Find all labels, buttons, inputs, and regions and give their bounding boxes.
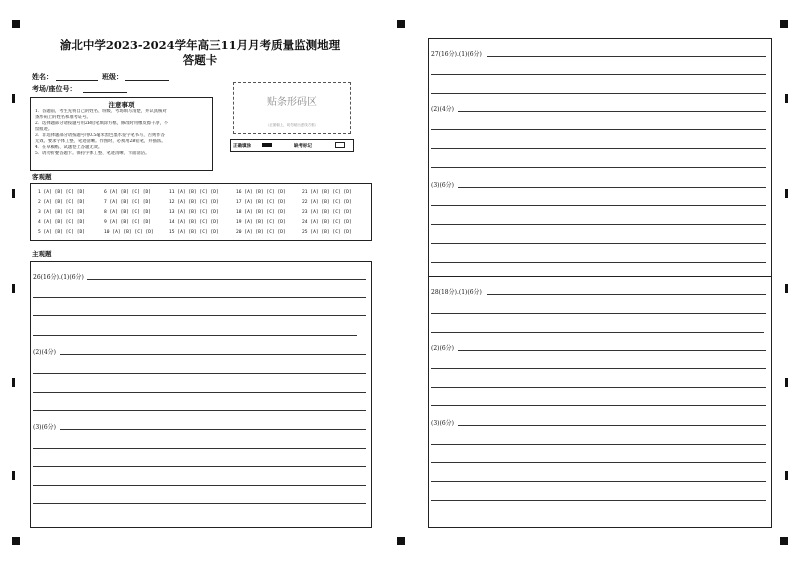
answer-line[interactable]	[33, 503, 366, 504]
answer-line[interactable]	[33, 392, 366, 393]
absent-mark-checkbox[interactable]	[335, 142, 345, 148]
room-seat-label: 考场/座位号：	[32, 84, 77, 93]
mc-question-23[interactable]: 23 [A] [B] [C] [D]	[302, 210, 352, 215]
timing-mark	[785, 471, 788, 480]
answer-line[interactable]	[33, 410, 366, 411]
answer-line[interactable]	[431, 224, 766, 225]
question-28-part-1-label: 28(18分).(1)(6分)	[431, 289, 482, 296]
answer-line[interactable]	[33, 373, 366, 374]
answer-line[interactable]	[431, 148, 766, 149]
notes-line: 留痕迹。	[35, 127, 53, 132]
notes-line: 条形码上的姓名和准考证号。	[35, 115, 91, 120]
timing-mark	[12, 471, 15, 480]
timing-mark	[785, 94, 788, 103]
answer-line[interactable]	[487, 56, 766, 57]
section-divider	[428, 276, 772, 277]
timing-mark	[12, 189, 15, 198]
answer-line[interactable]	[458, 425, 766, 426]
question-26-part-3-label: (3)(6分)	[33, 424, 56, 431]
timing-mark	[785, 378, 788, 387]
registration-mark	[12, 20, 20, 28]
mc-question-6[interactable]: 6 [A] [B] [C] [D]	[104, 190, 152, 195]
mc-question-15[interactable]: 15 [A] [B] [C] [D]	[169, 230, 219, 235]
answer-line[interactable]	[431, 243, 766, 244]
name-field[interactable]	[56, 80, 98, 81]
answer-box-q26	[30, 261, 372, 528]
barcode-area	[233, 82, 351, 134]
correct-fill-sample	[262, 143, 272, 147]
answer-line[interactable]	[431, 74, 766, 75]
answer-line[interactable]	[458, 187, 766, 188]
page-title: 渝北中学2023-2024学年高三11月月考质量监测地理	[59, 38, 341, 52]
page-subtitle: 答题卡	[182, 53, 218, 67]
room-seat-field[interactable]	[83, 92, 127, 93]
registration-mark	[780, 20, 788, 28]
notes-box	[30, 97, 213, 171]
question-27-part-2-label: (2)(4分)	[431, 106, 454, 113]
question-27-part-3-label: (3)(6分)	[431, 182, 454, 189]
answer-line[interactable]	[33, 297, 366, 298]
mc-question-18[interactable]: 18 [A] [B] [C] [D]	[236, 210, 286, 215]
mc-question-5[interactable]: 5 [A] [B] [C] [D]	[38, 230, 86, 235]
mc-question-19[interactable]: 19 [A] [B] [C] [D]	[236, 220, 286, 225]
answer-line[interactable]	[431, 205, 766, 206]
answer-line[interactable]	[458, 350, 766, 351]
mc-question-4[interactable]: 4 [A] [B] [C] [D]	[38, 220, 86, 225]
mc-question-17[interactable]: 17 [A] [B] [C] [D]	[236, 200, 286, 205]
mc-question-9[interactable]: 9 [A] [B] [C] [D]	[104, 220, 152, 225]
answer-line[interactable]	[431, 387, 766, 388]
question-28-part-2-label: (2)(6分)	[431, 345, 454, 352]
answer-line[interactable]	[431, 262, 766, 263]
question-26-part-1-label: 26(16分).(1)(6分)	[33, 274, 84, 281]
mc-question-16[interactable]: 16 [A] [B] [C] [D]	[236, 190, 286, 195]
timing-mark	[12, 378, 15, 387]
mc-question-14[interactable]: 14 [A] [B] [C] [D]	[169, 220, 219, 225]
answer-line[interactable]	[487, 294, 766, 295]
objective-answer-grid	[30, 183, 372, 241]
answer-line[interactable]	[431, 462, 766, 463]
mc-question-3[interactable]: 3 [A] [B] [C] [D]	[38, 210, 86, 215]
answer-line[interactable]	[431, 129, 766, 130]
class-field[interactable]	[125, 80, 169, 81]
question-26-part-2-label: (2)(4分)	[33, 349, 56, 356]
timing-mark	[12, 94, 15, 103]
mc-question-24[interactable]: 24 [A] [B] [C] [D]	[302, 220, 352, 225]
answer-line[interactable]	[33, 485, 366, 486]
mc-question-11[interactable]: 11 [A] [B] [C] [D]	[169, 190, 219, 195]
question-27-part-1-label: 27(16分).(1)(6分)	[431, 51, 482, 58]
mc-question-25[interactable]: 25 [A] [B] [C] [D]	[302, 230, 352, 235]
notes-line: 1．答题前，考生先将自己的姓名、班级、考场填写清楚，并认真核对	[35, 109, 167, 114]
notes-line: 3．非选择题部分请按题号用0.5毫米黑色墨水签字笔书写，否则作答	[35, 133, 165, 138]
answer-line[interactable]	[431, 368, 766, 369]
name-label: 姓名：	[32, 72, 53, 81]
answer-line[interactable]	[33, 448, 366, 449]
mc-question-12[interactable]: 12 [A] [B] [C] [D]	[169, 200, 219, 205]
mc-question-7[interactable]: 7 [A] [B] [C] [D]	[104, 200, 152, 205]
mc-question-21[interactable]: 21 [A] [B] [C] [D]	[302, 190, 352, 195]
notes-title: 注意事项	[108, 101, 135, 109]
timing-mark	[785, 189, 788, 198]
answer-line[interactable]	[431, 93, 766, 94]
registration-mark	[12, 537, 20, 545]
answer-line[interactable]	[458, 111, 766, 112]
notes-line: 无效。要求字体工整、笔迹清晰。作图时，必须用2B铅笔，并描浓。	[35, 139, 166, 144]
answer-line[interactable]	[33, 466, 366, 467]
subjective-section-label: 主观题	[32, 250, 52, 258]
objective-section-label: 客观题	[32, 173, 52, 181]
mc-question-1[interactable]: 1 [A] [B] [C] [D]	[38, 190, 86, 195]
answer-line[interactable]	[431, 444, 766, 445]
answer-line[interactable]	[33, 335, 357, 336]
registration-mark	[397, 20, 405, 28]
answer-line[interactable]	[431, 405, 766, 406]
absent-mark-label: 缺考标记	[294, 144, 312, 149]
registration-mark	[397, 537, 405, 545]
correct-fill-label: 正确填涂	[233, 144, 251, 149]
notes-line: 5．请勿折叠答题卡。保持字体工整、笔迹清晰、卡面清洁。	[35, 151, 150, 156]
class-label: 班级：	[102, 72, 123, 81]
answer-line[interactable]	[431, 481, 766, 482]
answer-line[interactable]	[431, 313, 766, 314]
answer-line[interactable]	[60, 429, 366, 430]
notes-line: 2．选择题部分请按题号用2B铅笔填涂方框，修改时用橡皮擦干净，不	[35, 121, 169, 126]
mc-question-10[interactable]: 10 [A] [B] [C] [D]	[104, 230, 154, 235]
mc-question-20[interactable]: 20 [A] [B] [C] [D]	[236, 230, 286, 235]
answer-line[interactable]	[431, 332, 764, 333]
mc-question-8[interactable]: 8 [A] [B] [C] [D]	[104, 210, 152, 215]
barcode-note: （正面朝上，切勿贴出虚线方框）	[265, 123, 319, 127]
answer-line[interactable]	[33, 315, 366, 316]
barcode-title: 贴条形码区	[267, 97, 317, 108]
answer-line[interactable]	[431, 167, 766, 168]
mc-question-13[interactable]: 13 [A] [B] [C] [D]	[169, 210, 219, 215]
registration-mark	[780, 537, 788, 545]
answer-line[interactable]	[431, 500, 766, 501]
mc-question-22[interactable]: 22 [A] [B] [C] [D]	[302, 200, 352, 205]
answer-line[interactable]	[87, 279, 366, 280]
answer-line[interactable]	[60, 354, 366, 355]
timing-mark	[12, 284, 15, 293]
timing-mark	[785, 284, 788, 293]
notes-line: 4．在草稿纸、试题卷上答题无效。	[35, 145, 103, 150]
question-28-part-3-label: (3)(6分)	[431, 420, 454, 427]
mc-question-2[interactable]: 2 [A] [B] [C] [D]	[38, 200, 86, 205]
